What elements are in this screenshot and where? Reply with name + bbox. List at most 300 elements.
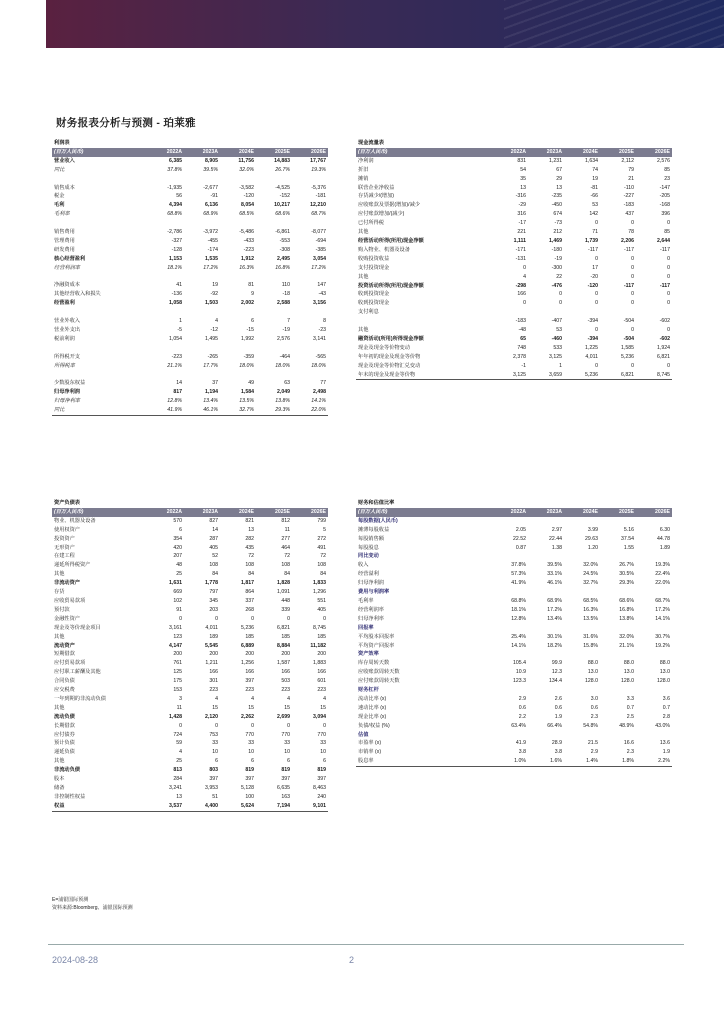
row-value: 533 [553, 344, 562, 351]
row-value: 1,256 [241, 660, 254, 667]
row-value [636, 308, 672, 317]
row-value: 8 [323, 318, 326, 325]
row-label: 其他 [54, 633, 65, 640]
row-label: 营业外收入 [54, 318, 80, 325]
table-row [356, 561, 672, 570]
row-label: 经营利润率 [54, 264, 80, 271]
row-value: 68.5% [239, 211, 254, 218]
table-row [52, 793, 328, 802]
row-value: 19.3% [655, 562, 670, 569]
row-value: 2,588 [277, 300, 290, 307]
ratios-table [356, 499, 672, 767]
row-value: 5,624 [220, 802, 256, 811]
row-value: 125 [173, 669, 182, 676]
row-value: -110 [624, 184, 634, 191]
row-value: 0 [287, 722, 290, 729]
row-value: 1,194 [205, 389, 218, 396]
row-value: 396 [661, 211, 670, 218]
row-value: -450 [551, 202, 562, 209]
row-value: -565 [315, 353, 326, 360]
table-row [356, 535, 672, 544]
table-row [52, 722, 328, 731]
row-label: 资产效率 [358, 651, 379, 658]
table-row [356, 713, 672, 722]
row-label: 应收账款及票据(增加)/减少 [358, 202, 420, 209]
row-value: 17 [592, 264, 598, 271]
row-value: 17,767 [310, 157, 326, 164]
table-row [52, 659, 328, 668]
row-value: 14.1% [511, 642, 526, 649]
row-value: 17.2% [655, 606, 670, 613]
row-value: 2.3 [590, 713, 598, 720]
row-value: 1.89 [659, 544, 670, 551]
row-value [492, 731, 528, 740]
row-value: -48 [518, 327, 526, 334]
row-value: 10 [212, 749, 218, 756]
table-row [356, 722, 672, 731]
row-value: 200 [209, 651, 218, 658]
row-value [184, 273, 220, 282]
row-value: 223 [281, 687, 290, 694]
row-value: 33 [248, 740, 254, 747]
row-value: 25.4% [511, 633, 526, 640]
row-value: 37.8% [511, 562, 526, 569]
row-value: 2.9 [590, 749, 598, 756]
row-value: 345 [209, 597, 218, 604]
row-value: -131 [515, 255, 526, 262]
row-value: 0 [559, 291, 562, 298]
row-value: -5 [177, 326, 182, 333]
row-value: 6 [215, 758, 218, 765]
row-value: -476 [551, 282, 562, 289]
row-label [52, 344, 148, 353]
row-value [292, 370, 328, 379]
row-value: 2,262 [241, 713, 254, 720]
row-value: 1,883 [313, 660, 326, 667]
row-label: 归母净利润 [54, 389, 80, 396]
row-value: -19 [282, 326, 290, 333]
row-label: 非控制性权益 [54, 793, 86, 800]
row-value: 166 [209, 669, 218, 676]
row-value: 35 [520, 175, 526, 182]
row-value: 464 [281, 544, 290, 551]
row-value: 16.3% [239, 264, 254, 271]
table-row [52, 317, 328, 326]
row-value: 8,463 [313, 785, 326, 791]
row-value: 68.8% [167, 211, 182, 218]
table-row [52, 731, 328, 740]
row-value: 2,576 [277, 335, 290, 342]
year-header: 2024E [220, 148, 256, 157]
table-row [52, 308, 328, 317]
row-value: 2,498 [313, 389, 326, 396]
row-value: 3.3 [626, 695, 634, 702]
row-value [528, 650, 564, 659]
row-value: 99.9 [551, 660, 562, 667]
row-value: 2.3 [626, 749, 634, 756]
row-label: 无形资产 [54, 544, 75, 551]
year-header: 2025E [256, 148, 292, 157]
row-value [184, 308, 220, 317]
row-value [220, 308, 256, 317]
row-value: 74 [592, 166, 598, 173]
row-value: 0 [595, 327, 598, 334]
row-value: 674 [553, 211, 562, 218]
row-value [564, 552, 600, 561]
row-value [564, 650, 600, 659]
row-value: 8,745 [313, 624, 326, 631]
row-label: 流动资产 [54, 642, 75, 649]
row-value: 1.0% [492, 757, 528, 766]
row-value: 26.7% [275, 166, 290, 173]
row-label: 应收账款周转天数 [358, 669, 400, 676]
row-label: 现金及现金等价物汇兑变动 [358, 362, 421, 369]
table-row [356, 633, 672, 642]
row-value: -298 [515, 282, 526, 289]
table-row [52, 370, 328, 379]
table-row [356, 184, 672, 193]
year-header: 2025E [600, 508, 636, 517]
row-value [184, 175, 220, 184]
row-value: 0 [595, 291, 598, 298]
row-value: 13 [556, 184, 562, 191]
row-value: 221 [517, 229, 526, 236]
row-label: 库存周转天数 [358, 660, 390, 667]
row-value: 39.5% [547, 562, 562, 569]
row-label: 流动比率 (x) [358, 695, 387, 702]
header-decoration [46, 0, 724, 48]
row-value [492, 308, 528, 317]
section-title-row [52, 499, 328, 508]
row-value: 397 [317, 776, 326, 783]
row-value: -227 [623, 193, 634, 200]
row-value [292, 219, 328, 228]
table-row [356, 175, 672, 184]
row-value: -117 [623, 282, 634, 289]
table-row [52, 748, 328, 757]
row-value: 30.5% [619, 571, 634, 578]
row-value [528, 686, 564, 695]
row-value: -1,935 [167, 184, 182, 191]
row-label: 净利润 [358, 157, 374, 164]
row-value: 142 [589, 211, 598, 218]
section-title-row [52, 139, 328, 148]
row-value: 88.0 [659, 660, 670, 667]
row-value: -17 [518, 220, 526, 227]
row-value: 1,469 [549, 237, 562, 244]
row-label: 存货减少/(增加) [358, 193, 395, 200]
table-row [356, 606, 672, 615]
row-label: 其他经营收入和损失 [54, 291, 101, 298]
row-value: -66 [590, 193, 598, 200]
row-value: 1,054 [169, 335, 182, 342]
row-value: 43.0% [655, 722, 670, 729]
row-value: 6,385 [169, 157, 182, 164]
row-value: -359 [243, 353, 254, 360]
row-value: 91 [176, 606, 182, 613]
table-row [52, 299, 328, 308]
row-label: 摊销 [358, 175, 369, 182]
row-value: 819 [245, 767, 254, 774]
row-value: 1,211 [205, 660, 218, 667]
year-header: 2024E [220, 508, 256, 517]
row-value: 0 [251, 722, 254, 729]
row-value [636, 731, 672, 740]
row-value: 7,194 [256, 802, 292, 811]
row-value: 301 [209, 678, 218, 685]
row-value: 10 [284, 749, 290, 756]
row-value: 1,828 [277, 580, 290, 587]
row-value: 22.0% [292, 406, 328, 415]
table-row [356, 264, 672, 273]
row-label: 少数股东权益 [54, 380, 86, 387]
row-label: 摊薄每股收益 [358, 526, 390, 533]
row-value: 1,428 [169, 713, 182, 720]
row-value: 770 [245, 731, 254, 738]
row-value: 0 [667, 273, 670, 280]
table-row [356, 668, 672, 677]
row-value: 2,699 [277, 713, 290, 720]
row-label: 支付投资现金 [358, 264, 390, 271]
row-value: -407 [551, 318, 562, 325]
row-value: -385 [315, 246, 326, 253]
row-value: 0 [595, 220, 598, 227]
row-value: -117 [659, 282, 670, 289]
row-value: 16.8% [275, 264, 290, 271]
table-row [52, 290, 328, 299]
row-value [184, 344, 220, 353]
row-value: 13.8% [275, 398, 290, 405]
row-value: 761 [173, 660, 182, 667]
row-value: 22.4% [655, 571, 670, 578]
row-value: 17.2% [203, 264, 218, 271]
row-value: 864 [245, 589, 254, 596]
table-row [52, 668, 328, 677]
row-value: 33 [212, 740, 218, 747]
row-value: 18.1% [167, 264, 182, 271]
row-value: 724 [173, 731, 182, 738]
header-row [52, 148, 328, 157]
row-value: 0 [667, 362, 670, 369]
table-row [356, 570, 672, 579]
row-label: 经营利润率 [358, 606, 384, 613]
row-value: 24.5% [583, 571, 598, 578]
row-label: 归母净利率 [54, 398, 80, 405]
row-label: 同比 [54, 166, 65, 173]
row-value: 11,756 [238, 157, 254, 164]
row-value: 13.8% [619, 615, 634, 622]
row-label: 销售成本 [54, 184, 75, 191]
row-value [148, 308, 184, 317]
row-label: 平均股本回报率 [358, 633, 395, 640]
row-value: 1.6% [528, 757, 564, 766]
row-value: -3,972 [203, 229, 218, 236]
row-value: 68.5% [583, 597, 598, 604]
table-row [356, 326, 672, 335]
row-label: 折旧 [358, 166, 369, 173]
row-value: 29.63 [585, 535, 598, 542]
row-label: 权益 [52, 802, 148, 811]
table-row [356, 273, 672, 282]
row-value: 166 [281, 669, 290, 676]
row-value: 354 [173, 535, 182, 542]
row-value: 1,091 [277, 589, 290, 596]
row-value: 13.6 [659, 740, 670, 747]
row-value [600, 731, 636, 740]
row-value: -394 [587, 318, 598, 325]
row-label: 经营活动所得(所用)现金净额 [358, 237, 424, 244]
row-value [600, 552, 636, 561]
year-header: 2024E [564, 148, 600, 157]
row-value [148, 273, 184, 282]
row-label: 联营企业净收益 [358, 184, 395, 191]
row-value: 0 [667, 300, 670, 307]
row-value: -460 [551, 335, 562, 342]
row-value: 185 [317, 633, 326, 640]
row-value: -2,786 [167, 229, 182, 236]
row-label: 其他 [54, 704, 65, 711]
row-value: 268 [245, 606, 254, 613]
row-value: 30.1% [547, 633, 562, 640]
row-label: 融资活动(所用)所得现金净额 [358, 335, 424, 342]
row-value: 123 [173, 633, 182, 640]
table-row [52, 579, 328, 588]
row-value: 1,631 [169, 580, 182, 587]
row-value: 3,054 [313, 255, 326, 262]
row-value [292, 308, 328, 317]
row-label [356, 317, 492, 326]
section-title: 现金流量表 [358, 140, 384, 146]
row-value: -18 [282, 291, 290, 298]
row-value: 0 [631, 362, 634, 369]
row-value: -602 [659, 318, 670, 325]
row-value: 12.8% [511, 615, 526, 622]
row-value: 14,883 [274, 157, 290, 164]
row-value: 123.3 [513, 678, 526, 685]
row-value: 770 [317, 731, 326, 738]
row-value: 200 [317, 651, 326, 658]
row-label [52, 308, 148, 317]
row-value: -300 [551, 264, 562, 271]
row-value [220, 344, 256, 353]
row-value: 3,537 [148, 802, 184, 811]
income-statement-table [52, 139, 328, 416]
row-value: 16.6 [623, 740, 634, 747]
row-label: 应交税费 [54, 687, 75, 694]
table-row [356, 219, 672, 228]
row-value: 3,241 [169, 785, 182, 791]
row-value: 48.9% [619, 722, 634, 729]
row-value: 0 [631, 273, 634, 280]
table-row [52, 615, 328, 624]
row-label: 费用与利润率 [358, 589, 390, 596]
row-value: 3,953 [205, 785, 218, 791]
table-row [52, 633, 328, 642]
table-row [52, 686, 328, 695]
row-value: 797 [209, 589, 218, 596]
row-value: 753 [209, 731, 218, 738]
row-label: 同比变动 [358, 553, 379, 560]
row-value: 5,236 [241, 624, 254, 631]
row-value: 79 [628, 166, 634, 173]
row-value: 6,821 [600, 371, 636, 380]
row-value: 0 [251, 615, 254, 622]
row-value: 240 [317, 793, 326, 800]
row-label: 毛利率 [358, 597, 374, 604]
year-header: 2022A [492, 508, 528, 517]
row-value: 84 [248, 571, 254, 578]
row-value: 2,644 [657, 237, 670, 244]
row-value: 10,217 [274, 202, 290, 209]
table-row [356, 642, 672, 651]
row-value: -4,525 [275, 184, 290, 191]
row-value: -117 [624, 246, 634, 253]
row-value: -2,677 [203, 184, 218, 191]
row-value: -223 [171, 353, 182, 360]
row-value: 1,296 [313, 589, 326, 596]
header-banner [0, 0, 724, 48]
table-row [356, 308, 672, 317]
row-value: 212 [553, 229, 562, 236]
row-value: 166 [245, 669, 254, 676]
section-title-row [356, 139, 672, 148]
row-value: -235 [551, 193, 562, 200]
row-value: -23 [318, 326, 326, 333]
row-value: 1.9 [554, 713, 562, 720]
row-value [528, 517, 564, 526]
table-row [356, 704, 672, 713]
row-label: 回报率 [358, 624, 374, 631]
year-header: 2023A [528, 508, 564, 517]
row-value: 5.16 [623, 526, 634, 533]
row-label: 流动负债 [54, 713, 75, 720]
row-value: 2,002 [241, 300, 254, 307]
row-label: 营业收入 [54, 157, 75, 164]
row-value: 4 [215, 695, 218, 702]
row-value: -553 [279, 237, 290, 244]
year-header: 2022A [148, 508, 184, 517]
row-value: 189 [209, 633, 218, 640]
table-row [356, 659, 672, 668]
table-row [52, 570, 328, 579]
row-value: 46.1% [184, 406, 220, 415]
row-value: 28.9 [551, 740, 562, 747]
table-row [356, 588, 672, 597]
balance-sheet-table [52, 499, 328, 812]
table-row [52, 517, 328, 526]
row-value: 3.8 [518, 749, 526, 756]
row-label: 每股股息 [358, 544, 379, 551]
row-value: 0 [559, 300, 562, 307]
table-row [52, 397, 328, 406]
row-value [256, 370, 292, 379]
row-value: 0 [323, 722, 326, 729]
row-value: 2.8 [662, 713, 670, 720]
row-value: 6 [323, 758, 326, 765]
row-value [492, 650, 528, 659]
row-label: 收入 [358, 562, 369, 569]
row-value [600, 686, 636, 695]
row-value: 1,503 [205, 300, 218, 307]
row-value: 6,889 [241, 642, 254, 649]
row-value: 831 [517, 157, 526, 164]
row-value: 33.1% [547, 571, 562, 578]
row-value: 78 [628, 229, 634, 236]
row-value: 88.0 [587, 660, 598, 667]
row-value: 71 [592, 229, 598, 236]
row-value: 4,400 [184, 802, 220, 811]
table-row [52, 597, 328, 606]
